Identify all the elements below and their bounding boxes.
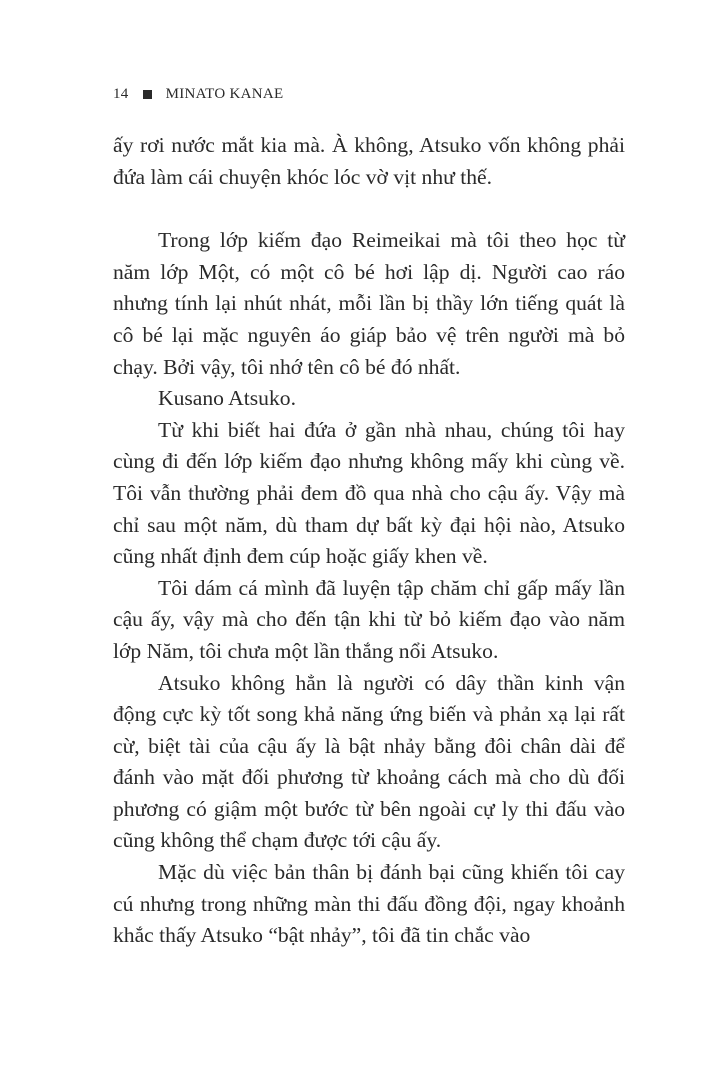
paragraph-continuation: ấy rơi nước mắt kia mà. À không, Atsuko vốn không phải đứa làm cái chuyện khóc lóc vờ vịt như thế.	[113, 133, 625, 189]
paragraph: Atsuko không hẳn là người có dây thần kinh vận động cực kỳ tốt song khả năng ứng biến và phản xạ lại rất cừ, biệt tài của cậu ấy là bật nhảy bằng đôi chân dài để đánh vào mặt đối phương từ khoảng cách mà cho dù đối phương có giậm một bước từ bên ngoài cự ly thi đấu vào cũng không thể chạm được tới cậu ấy.	[113, 670, 625, 853]
running-header	[113, 86, 284, 103]
paragraph: Từ khi biết hai đứa ở gần nhà nhau, chúng tôi hay cùng đi đến lớp kiếm đạo nhưng không mấy khi cùng về. Tôi vẫn thường phải đem đồ qua nhà cho cậu ấy. Vậy mà chỉ sau một năm, dù tham dự bất kỳ đại hội nào, Atsuko cũng nhất định đem cúp hoặc giấy khen về.	[113, 417, 625, 569]
square-separator-icon	[143, 90, 152, 99]
page-number: 14	[113, 86, 129, 102]
page-body	[113, 130, 625, 952]
paragraph: Mặc dù việc bản thân bị đánh bại cũng khiến tôi cay cú nhưng trong những màn thi đấu đồng đội, ngay khoảnh khắc thấy Atsuko “bật nhảy”, tôi đã tin chắc vào	[113, 860, 625, 948]
paragraph: Trong lớp kiếm đạo Reimeikai mà tôi theo học từ năm lớp Một, có một cô bé hơi lập dị. Người cao ráo nhưng tính lại nhút nhát, mỗi lần bị thầy lớn tiếng quát là cô bé lại mặc nguyên áo giáp bảo vệ trên người mà bỏ chạy. Bởi vậy, tôi nhớ tên cô bé đó nhất.	[113, 228, 625, 379]
author-name: MINATO KANAE	[165, 86, 284, 102]
paragraph-name-line: Kusano Atsuko.	[158, 386, 296, 411]
paragraph: Tôi dám cá mình đã luyện tập chăm chỉ gấp mấy lần cậu ấy, vậy mà cho đến tận khi từ bỏ kiếm đạo vào năm lớp Năm, tôi chưa một lần thắng nổi Atsuko.	[113, 575, 625, 663]
